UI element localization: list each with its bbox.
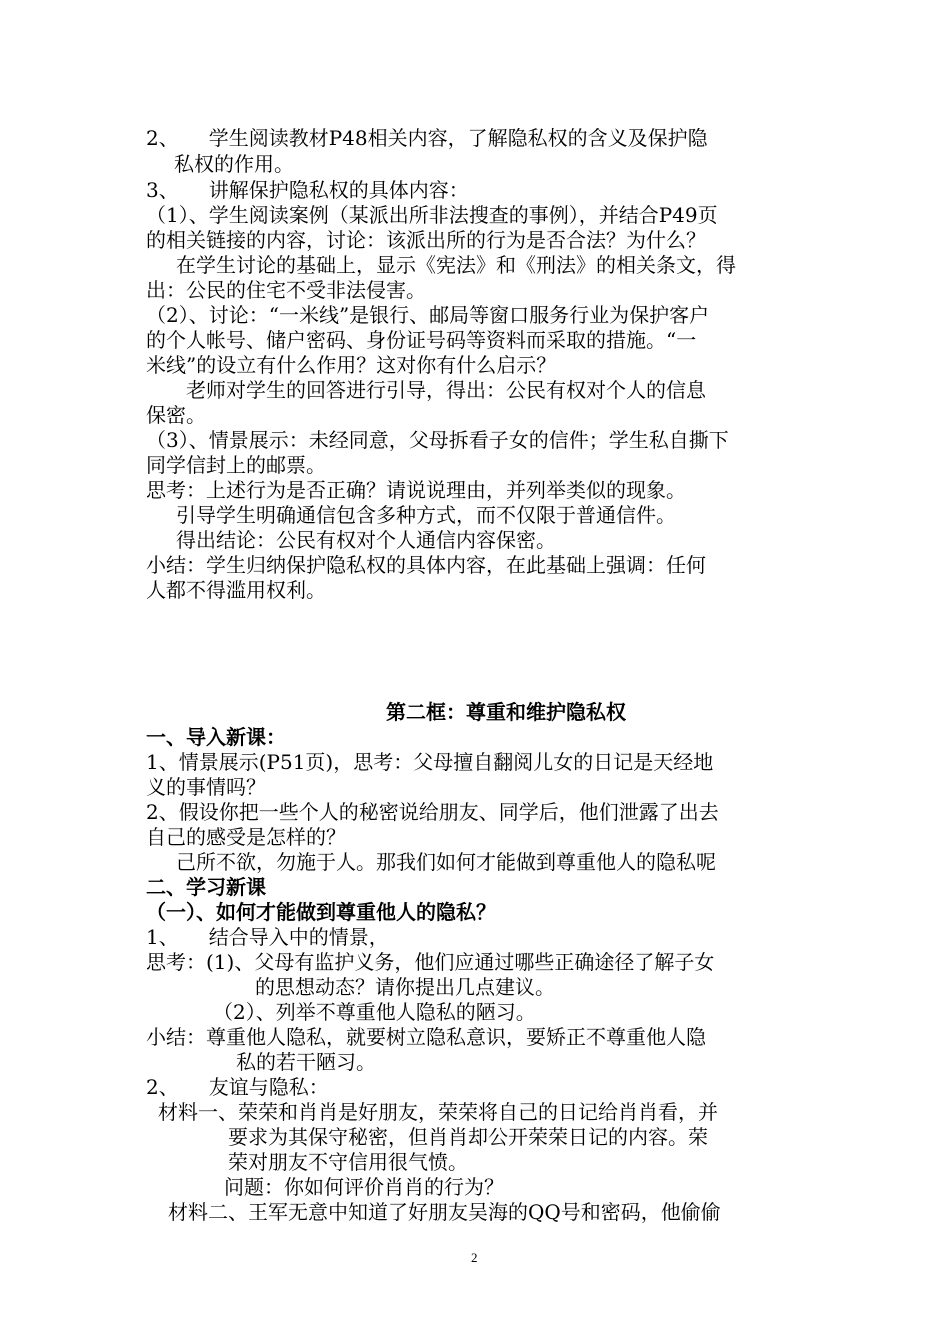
- text-line: 2、假设你把一些个人的秘密说给朋友、同学后，他们泄露了出去: [146, 800, 719, 824]
- text-line: 义的事情吗？: [146, 775, 266, 799]
- text-line: 材料一、荣荣和肖肖是好朋友，荣荣将自己的日记给肖肖看，并: [158, 1100, 718, 1124]
- text-line: 的思想动态？请你提出几点建议。: [255, 975, 555, 999]
- page-number: 2: [471, 1250, 478, 1265]
- text-line: 的个人帐号、储户密码、身份证号码等资料而采取的措施。“一: [146, 328, 697, 352]
- text-line: 同学信封上的邮票。: [146, 453, 326, 477]
- text-line: 老师对学生的回答进行引导，得出：公民有权对个人的信息: [186, 378, 706, 402]
- text-line: 的相关链接的内容，讨论：该派出所的行为是否合法？为什么？: [146, 228, 706, 252]
- text-line: 在学生讨论的基础上，显示《宪法》和《刑法》的相关条文，得: [176, 253, 736, 277]
- text-line: （1）、学生阅读案例（某派出所非法搜查的事例），并结合P49页: [146, 203, 718, 227]
- text-line: 引导学生明确通信包含多种方式，而不仅限于普通信件。: [176, 503, 676, 527]
- text-line: 思考：上述行为是否正确？请说说理由，并列举类似的现象。: [146, 478, 686, 502]
- text-line: 己所不欲，勿施于人。那我们如何才能做到尊重他人的隐私呢: [176, 850, 716, 874]
- text-line: 得出结论：公民有权对个人通信内容保密。: [176, 528, 556, 552]
- text-line: 1、 结合导入中的情景，: [146, 925, 389, 949]
- section-heading: 一、导入新课：: [146, 725, 286, 749]
- text-line: 人都不得滥用权利。: [146, 578, 326, 602]
- text-line: 2、 学生阅读教材P48相关内容，了解隐私权的含义及保护隐: [146, 126, 708, 150]
- text-line: （3）、情景展示：未经同意，父母拆看子女的信件；学生私自撕下: [146, 428, 729, 452]
- text-line: 材料二、王军无意中知道了好朋友吴海的QQ号和密码，他偷偷: [168, 1200, 721, 1224]
- text-line: 私的若干陋习。: [236, 1050, 376, 1074]
- text-line: 自己的感受是怎样的？: [146, 825, 346, 849]
- text-line: 3、 讲解保护隐私权的具体内容：: [146, 178, 469, 202]
- text-line: 1、情景展示(P51页)，思考：父母擅自翻阅儿女的日记是天经地: [146, 750, 714, 774]
- text-line: 米线”的设立有什么作用？这对你有什么启示？: [146, 353, 557, 377]
- text-line: 思考：(1)、父母有监护义务，他们应通过哪些正确途径了解子女: [146, 950, 715, 974]
- text-line: 保密。: [146, 403, 206, 427]
- text-line: 私权的作用。: [174, 152, 294, 176]
- section-heading: 二、学习新课: [146, 875, 266, 899]
- text-line: 荣对朋友不守信用很气愤。: [228, 1150, 468, 1174]
- text-line: 问题：你如何评价肖肖的行为？: [224, 1175, 504, 1199]
- text-line: 小结：学生归纳保护隐私权的具体内容，在此基础上强调：任何: [146, 553, 706, 577]
- text-line: （2）、列举不尊重他人隐私的陋习。: [213, 1000, 536, 1024]
- text-line: 要求为其保守秘密，但肖肖却公开荣荣日记的内容。荣: [228, 1125, 708, 1149]
- text-line: 出：公民的住宅不受非法侵害。: [146, 278, 426, 302]
- text-line: 小结：尊重他人隐私，就要树立隐私意识，要矫正不尊重他人隐: [146, 1025, 706, 1049]
- text-line: 2、 友谊与隐私：: [146, 1075, 329, 1099]
- section-heading: （一）、如何才能做到尊重他人的隐私？: [146, 900, 496, 924]
- text-line: （2）、讨论：“一米线”是银行、邮局等窗口服务行业为保护客户: [146, 303, 710, 327]
- section-heading: 第二框：尊重和维护隐私权: [386, 700, 626, 724]
